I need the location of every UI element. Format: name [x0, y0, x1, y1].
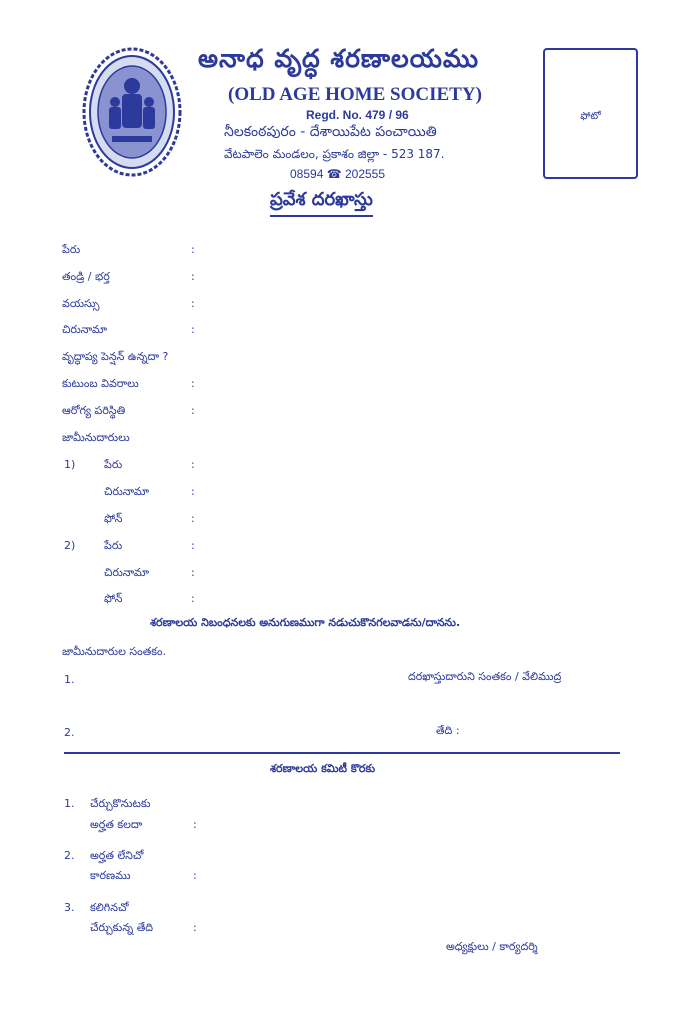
field-age-label: వయస్సు: [62, 297, 100, 310]
committee-item-1-number: 1.: [64, 797, 75, 810]
colon: :: [191, 323, 195, 336]
applicant-signature-label: దరఖాస్తుదారుని సంతకం / వేలిముద్ర: [408, 670, 562, 683]
signatories-label: అధ్యక్షులు / కార్యదర్శి: [446, 940, 538, 953]
colon: :: [193, 818, 197, 831]
guarantor-1-phone-label: ఫోన్: [104, 512, 123, 525]
colon: :: [193, 921, 197, 934]
committee-item-3-line-2: చేర్చుకున్న తేది: [90, 921, 154, 934]
declaration-text: శరణాలయ నిబంధనలకు అనుగుణముగా నడుచుకొనగలవాడను/దానను.: [150, 616, 461, 629]
colon: :: [191, 297, 195, 310]
date-label: తేది :: [436, 724, 460, 737]
guarantor-2-number: 2): [64, 539, 76, 552]
guarantor-signature-label: జామీనుదారుల సంతకం.: [62, 645, 167, 658]
photo-label: ఫోటో: [580, 111, 601, 122]
guarantor-1-number: 1): [64, 458, 76, 471]
colon: :: [191, 458, 195, 471]
guarantors-heading: జామీనుదారులు: [62, 431, 130, 444]
phone-number: 08594 ☎ 202555: [290, 167, 386, 181]
signature-1-number: 1.: [64, 673, 75, 686]
field-father-husband-label: తండ్రి / భర్త: [62, 270, 110, 283]
committee-item-1-line-1: చేర్చుకొనుటకు: [90, 797, 151, 810]
colon: :: [191, 243, 195, 256]
colon: :: [191, 270, 195, 283]
field-name-label: పేరు: [62, 243, 81, 256]
guarantor-2-name-label: పేరు: [104, 539, 123, 552]
committee-heading: శరణాలయ కమిటీ కొరకు: [270, 762, 375, 775]
field-address-label: చిరునామా: [62, 323, 108, 336]
committee-item-1-line-2: అర్హత కలదా: [90, 818, 143, 831]
field-pension-label: వృద్ధాప్య పెన్షన్ ఉన్నదా ?: [62, 350, 169, 363]
form-title: ప్రవేశ దరఖాస్తు: [270, 189, 373, 217]
committee-item-2-line-2: కారణము: [90, 869, 131, 882]
colon: :: [191, 512, 195, 525]
colon: :: [191, 566, 195, 579]
committee-item-2-number: 2.: [64, 849, 75, 862]
registration-number: Regd. No. 479 / 96: [306, 108, 409, 122]
society-logo-seal: [82, 46, 182, 178]
guarantor-1-name-label: పేరు: [104, 458, 123, 471]
society-title-english: (OLD AGE HOME SOCIETY): [228, 84, 482, 105]
colon: :: [193, 869, 197, 882]
photo-box: [543, 48, 638, 179]
address-line-2: వేటపాలెం మండలం, ప్రకాశం జిల్లా - 523 187.: [224, 147, 445, 161]
colon: :: [191, 377, 195, 390]
colon: :: [191, 592, 195, 605]
colon: :: [191, 539, 195, 552]
section-divider: [64, 752, 620, 754]
guarantor-2-phone-label: ఫోన్: [104, 592, 123, 605]
colon: :: [191, 404, 195, 417]
committee-item-3-line-1: కలిగినచో: [90, 901, 129, 914]
guarantor-1-address-label: చిరునామా: [104, 485, 150, 498]
committee-item-3-number: 3.: [64, 901, 75, 914]
field-health-label: ఆరోగ్య పరిస్థితి: [62, 404, 126, 417]
committee-item-2-line-1: అర్హత లేనిచో: [90, 849, 144, 862]
field-family-label: కుటుంబ వివరాలు: [62, 377, 139, 390]
guarantor-2-address-label: చిరునామా: [104, 566, 150, 579]
society-title-telugu: అనాధ వృద్ధ శరణాలయము: [198, 44, 480, 73]
address-line-1: నీలకంఠపురం - దేశాయిపేట పంచాయితి: [224, 124, 437, 140]
signature-2-number: 2.: [64, 726, 75, 739]
colon: :: [191, 485, 195, 498]
